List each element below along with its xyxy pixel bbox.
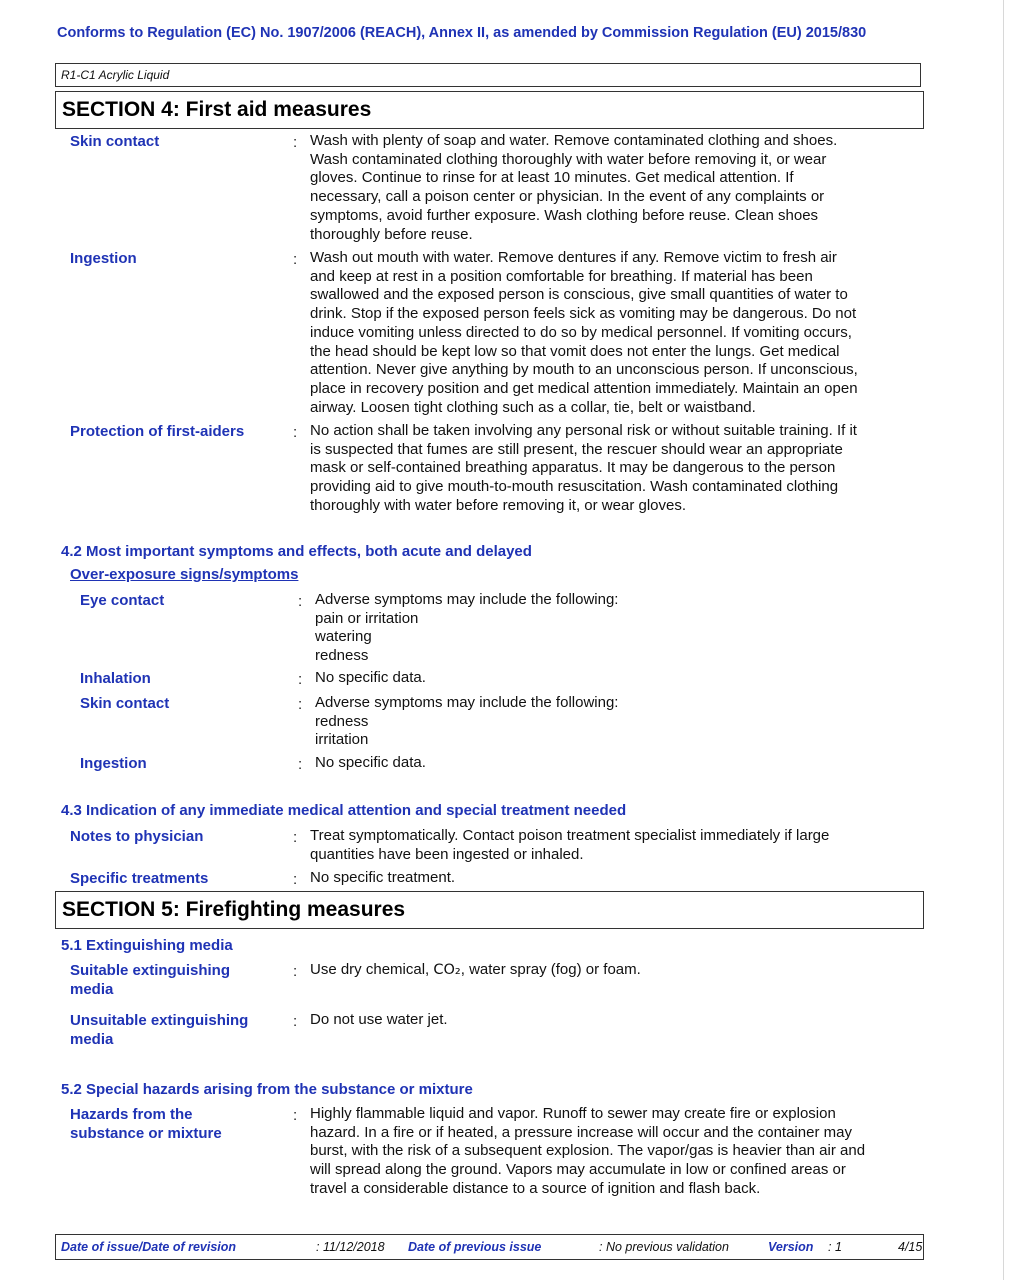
suitable-media-label: Suitable extinguishing media <box>70 962 231 998</box>
regulation-header: Conforms to Regulation (EC) No. 1907/2006 (REACH), Annex II, as amended by Commission Regulation (EU) 2015/830 <box>57 25 867 41</box>
previous-issue-label: Date of previous issue <box>408 1240 542 1254</box>
separator: : <box>293 871 298 888</box>
unsuitable-media-label: Unsuitable extinguishing media <box>70 1012 249 1048</box>
separator: : <box>293 829 298 846</box>
notes-to-physician-text: Treat symptomatically. Contact poison treatment specialist immediately if large quantities have been ingested or inhaled. <box>310 827 830 863</box>
inhalation-label: Inhalation <box>80 670 151 687</box>
date-value: : 11/12/2018 <box>316 1240 385 1254</box>
ingestion-text: Wash out mouth with water. Remove dentures if any. Remove victim to fresh air and keep at rest in a position comfortable for breathing. If material has been swallowed and the exposed person is conscious, give small quantities of water to drink. Stop if the exposed person feels sick as vomiting may be dangerous. Do not induce vomiting unless directed to do so by medical personnel. If vomiting occurs, the head should be kept low so that vomit does not enter the lungs. Get medical attention. Never give anything by mouth to an unconscious person. If unconscious, place in recovery position and get medical attention immediately. Maintain an open airway. Loosen tight clothing such as a collar, tie, belt or waistband. <box>310 249 858 416</box>
previous-issue-value: : No previous validation <box>599 1240 729 1254</box>
separator: : <box>298 593 303 610</box>
product-box <box>55 63 921 87</box>
unsuitable-media-text: Do not use water jet. <box>310 1011 448 1028</box>
separator: : <box>293 1107 298 1124</box>
over-exposure-heading: Over-exposure signs/symptoms <box>70 566 299 583</box>
subsection-5-1-heading: 5.1 Extinguishing media <box>61 937 233 954</box>
skin-contact-symptoms-label: Skin contact <box>80 695 170 712</box>
separator: : <box>293 251 298 268</box>
section-4-title: SECTION 4: First aid measures <box>62 98 372 121</box>
skin-contact-symptoms-text: Adverse symptoms may include the following: redness irritation <box>315 694 619 749</box>
specific-treatments-label: Specific treatments <box>70 870 209 887</box>
specific-treatments-text: No specific treatment. <box>310 869 456 886</box>
hazards-text: Highly flammable liquid and vapor. Runoff to sewer may create fire or explosion hazard. In a fire or if heated, a pressure increase will occur and the container may burst, with the risk of a subsequent explosion. The vapor/gas is heavier than air and will spread along the ground. Vapors may accumulate in low or confined areas or travel a considerable distance to a source of ignition and flash back. <box>310 1105 866 1197</box>
ingestion-label: Ingestion <box>70 250 137 267</box>
subsection-4-2-heading: 4.2 Most important symptoms and effects, both acute and delayed <box>61 543 532 560</box>
separator: : <box>293 963 298 980</box>
separator: : <box>293 134 298 151</box>
protection-label: Protection of first-aiders <box>70 423 245 440</box>
version-value: : 1 <box>828 1240 842 1254</box>
subsection-5-2-heading: 5.2 Special hazards arising from the substance or mixture <box>61 1081 473 1098</box>
date-label: Date of issue/Date of revision <box>61 1240 237 1254</box>
page-number: 4/15 <box>898 1240 923 1254</box>
protection-text: No action shall be taken involving any personal risk or without suitable training. If it is suspected that fumes are still present, the rescuer should wear an appropriate mask or self-contained breathing apparatus. It may be dangerous to the person providing aid to give mouth-to-mouth resuscitation. Wash contaminated clothing thoroughly with water before removing it, or wear gloves. <box>310 422 857 514</box>
page-edge <box>1003 0 1004 1280</box>
product-name: R1-C1 Acrylic Liquid <box>61 68 170 82</box>
notes-to-physician-label: Notes to physician <box>70 828 204 845</box>
eye-contact-text: Adverse symptoms may include the following: pain or irritation watering redness <box>315 591 619 665</box>
ingestion-symptoms-label: Ingestion <box>80 755 147 772</box>
eye-contact-label: Eye contact <box>80 592 165 609</box>
ingestion-symptoms-text: No specific data. <box>315 754 426 771</box>
section-5-header <box>55 891 924 929</box>
inhalation-text: No specific data. <box>315 669 426 686</box>
page-footer <box>55 1234 924 1260</box>
separator: : <box>293 424 298 441</box>
suitable-media-text: Use dry chemical, CO₂, water spray (fog) or foam. <box>310 961 641 978</box>
skin-contact-label: Skin contact <box>70 133 160 150</box>
subsection-4-3-heading: 4.3 Indication of any immediate medical attention and special treatment needed <box>61 802 627 819</box>
section-5-title: SECTION 5: Firefighting measures <box>62 898 406 921</box>
section-4-header <box>55 91 924 129</box>
separator: : <box>298 756 303 773</box>
skin-contact-text: Wash with plenty of soap and water. Remove contaminated clothing and shoes. Wash contaminated clothing thoroughly with water before removing it, or wear gloves. Continue to rinse for at least 10 minutes. Get medical attention. If necessary, call a poison center or physician. In the event of any complaints or symptoms, avoid further exposure. Wash clothing before reuse. Clean shoes thoroughly before reuse. <box>310 132 838 243</box>
separator: : <box>293 1013 298 1030</box>
separator: : <box>298 671 303 688</box>
hazards-label: Hazards from the substance or mixture <box>70 1106 222 1142</box>
separator: : <box>298 696 303 713</box>
chemical-formula: CO₂ <box>433 962 461 978</box>
version-label: Version <box>768 1240 814 1254</box>
